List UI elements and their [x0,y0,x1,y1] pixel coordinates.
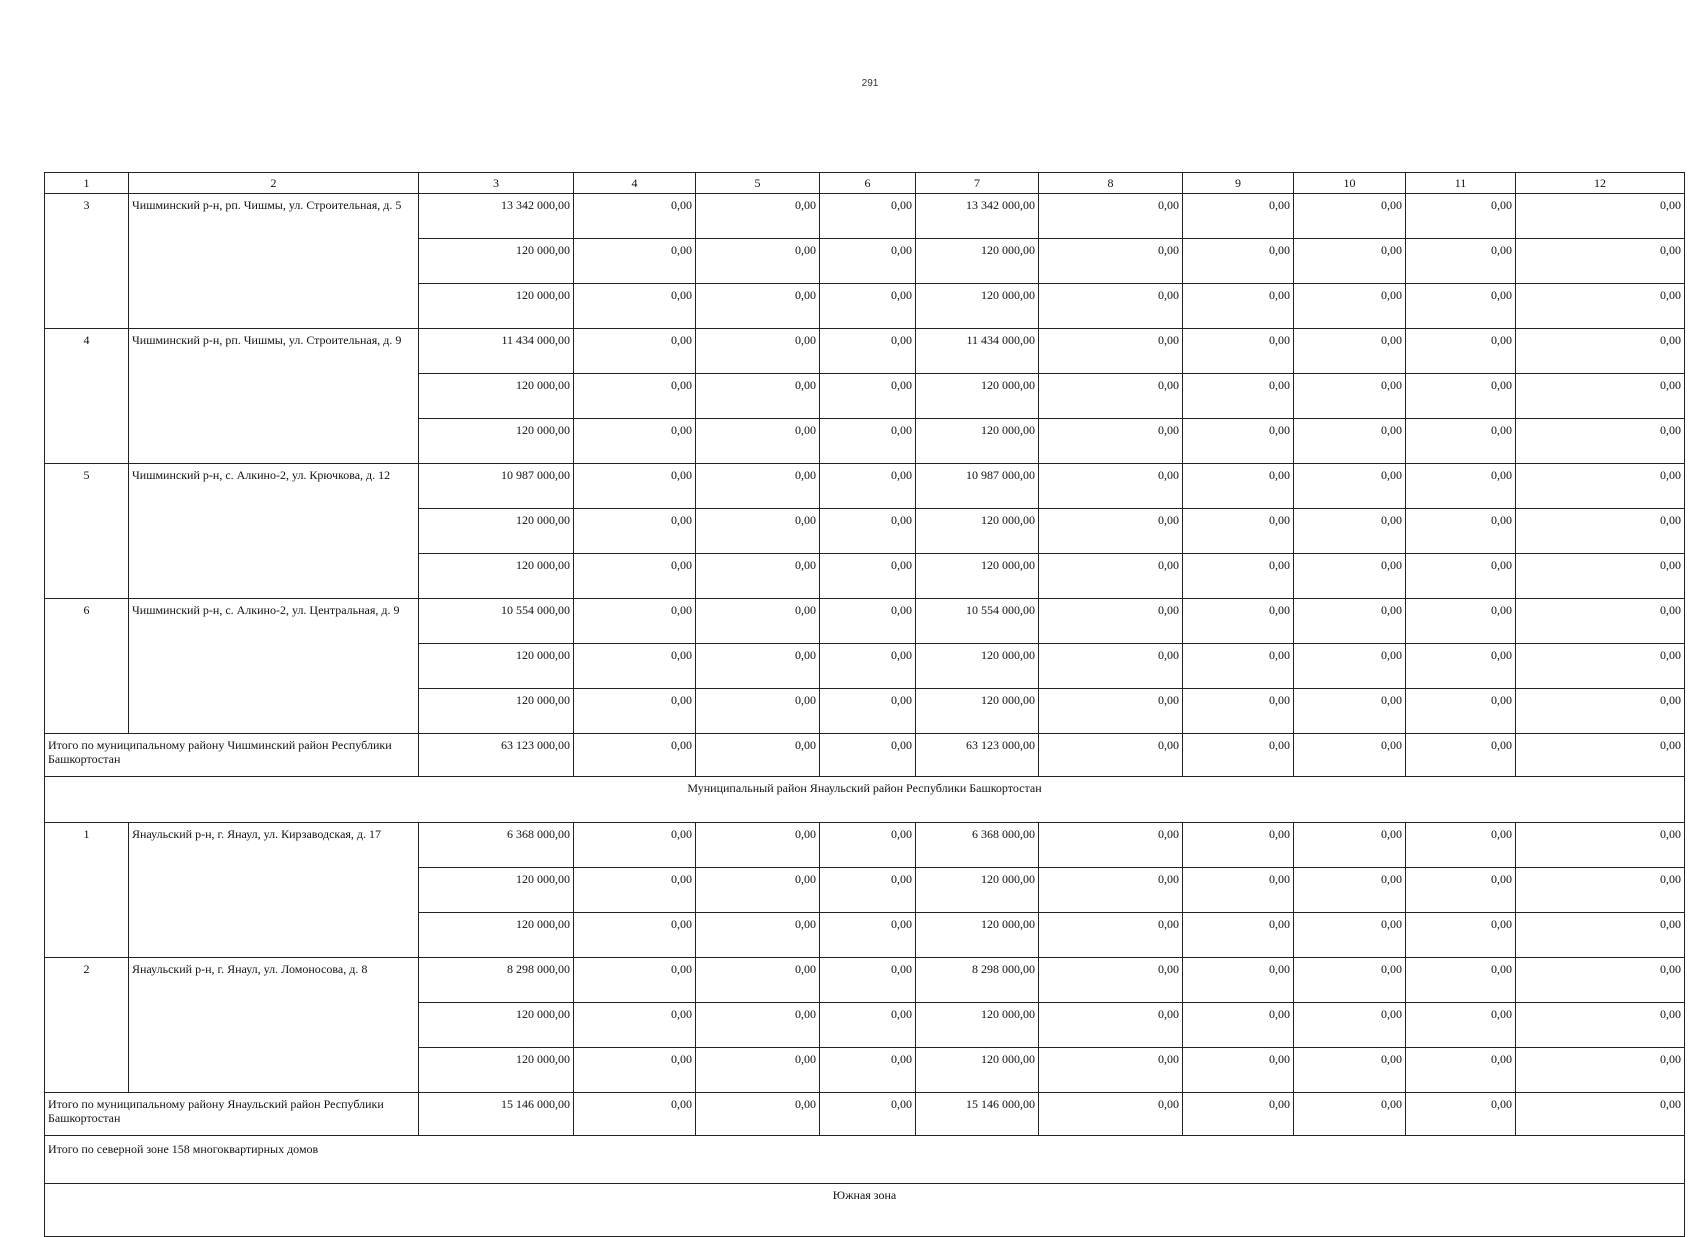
amount-cell: 0,00 [574,509,696,554]
amount-cell: 0,00 [1516,1048,1685,1093]
amount-cell: 120 000,00 [419,868,574,913]
amount-cell: 0,00 [1294,1003,1406,1048]
item-address: Янаульский р-н, г. Янаул, ул. Кирзаводская, д. 17 [129,823,419,958]
total-amount-cell: 0,00 [1183,734,1294,777]
amount-cell: 0,00 [1183,689,1294,734]
amount-cell: 11 434 000,00 [419,329,574,374]
table-row [45,194,1685,239]
amount-cell: 0,00 [1406,374,1516,419]
amount-cell: 0,00 [1294,913,1406,958]
amount-cell: 0,00 [696,1048,820,1093]
amount-cell: 0,00 [1039,1048,1183,1093]
amount-cell: 0,00 [1039,509,1183,554]
amount-cell: 120 000,00 [419,374,574,419]
total-amount-cell: 0,00 [574,1093,696,1136]
amount-cell: 0,00 [820,689,916,734]
amount-cell: 0,00 [574,599,696,644]
amount-cell: 0,00 [1406,419,1516,464]
column-header: 10 [1294,173,1406,194]
amount-cell: 0,00 [1039,868,1183,913]
amount-cell: 0,00 [1516,239,1685,284]
amount-cell: 120 000,00 [916,509,1039,554]
amount-cell: 0,00 [1516,194,1685,239]
amount-cell: 0,00 [1294,419,1406,464]
page-number: 291 [861,78,879,89]
amount-cell: 0,00 [1183,374,1294,419]
amount-cell: 0,00 [820,194,916,239]
amount-cell: 0,00 [1406,913,1516,958]
amount-cell: 0,00 [1406,644,1516,689]
column-header: 2 [129,173,419,194]
amount-cell: 0,00 [1516,329,1685,374]
amount-cell: 120 000,00 [916,1003,1039,1048]
amount-cell: 0,00 [1516,868,1685,913]
district-total-row [45,734,1685,777]
amount-cell: 0,00 [1183,958,1294,1003]
amount-cell: 0,00 [1039,464,1183,509]
amount-cell: 0,00 [820,419,916,464]
amount-cell: 0,00 [574,689,696,734]
amount-cell: 13 342 000,00 [419,194,574,239]
amount-cell: 0,00 [1406,1003,1516,1048]
amount-cell: 120 000,00 [419,1003,574,1048]
amount-cell: 0,00 [1039,599,1183,644]
amount-cell: 0,00 [1516,419,1685,464]
total-amount-cell: 15 146 000,00 [419,1093,574,1136]
amount-cell: 0,00 [820,823,916,868]
item-address: Чишминский р-н, с. Алкино-2, ул. Центральная, д. 9 [129,599,419,734]
amount-cell: 0,00 [1406,554,1516,599]
amount-cell: 0,00 [1294,599,1406,644]
amount-cell: 8 298 000,00 [916,958,1039,1003]
amount-cell: 0,00 [1183,1003,1294,1048]
total-amount-cell: 0,00 [820,734,916,777]
amount-cell: 0,00 [1183,554,1294,599]
amount-cell: 0,00 [1406,599,1516,644]
amount-cell: 0,00 [1183,823,1294,868]
amount-cell: 0,00 [1183,599,1294,644]
column-header: 8 [1039,173,1183,194]
amount-cell: 0,00 [696,329,820,374]
total-amount-cell: 0,00 [1516,1093,1685,1136]
amount-cell: 0,00 [1183,194,1294,239]
amount-cell: 0,00 [574,644,696,689]
total-amount-cell: 0,00 [574,734,696,777]
item-number: 6 [45,599,129,734]
amount-cell: 120 000,00 [419,554,574,599]
district-total-label: Итого по муниципальному району Янаульский район Республики Башкортостан [45,1093,419,1136]
amount-cell: 0,00 [1294,689,1406,734]
column-header: 9 [1183,173,1294,194]
amount-cell: 0,00 [574,554,696,599]
amount-cell: 0,00 [820,374,916,419]
amount-cell: 0,00 [1039,284,1183,329]
amount-cell: 0,00 [1039,644,1183,689]
amount-cell: 0,00 [1516,689,1685,734]
amount-cell: 0,00 [1039,374,1183,419]
total-amount-cell: 15 146 000,00 [916,1093,1039,1136]
amount-cell: 0,00 [1183,239,1294,284]
amount-cell: 13 342 000,00 [916,194,1039,239]
table-row [45,958,1685,1003]
amount-cell: 0,00 [1516,599,1685,644]
total-amount-cell: 0,00 [1183,1093,1294,1136]
amount-cell: 0,00 [696,689,820,734]
total-amount-cell: 63 123 000,00 [419,734,574,777]
zone-total-label: Итого по северной зоне 158 многоквартирных домов [45,1136,1685,1184]
amount-cell: 0,00 [1039,823,1183,868]
amount-cell: 0,00 [1406,464,1516,509]
column-header: 4 [574,173,696,194]
amount-cell: 0,00 [574,823,696,868]
amount-cell: 0,00 [1039,239,1183,284]
amount-cell: 0,00 [1294,644,1406,689]
table-row [45,329,1685,374]
amount-cell: 0,00 [696,958,820,1003]
amount-cell: 0,00 [820,464,916,509]
amount-cell: 120 000,00 [916,374,1039,419]
amount-cell: 0,00 [1516,913,1685,958]
amount-cell: 0,00 [696,823,820,868]
amount-cell: 0,00 [696,554,820,599]
amount-cell: 0,00 [1183,329,1294,374]
amount-cell: 0,00 [696,1003,820,1048]
amount-cell: 0,00 [1406,1048,1516,1093]
amount-cell: 120 000,00 [419,509,574,554]
amount-cell: 0,00 [1294,868,1406,913]
amount-cell: 0,00 [574,868,696,913]
column-header: 5 [696,173,820,194]
item-number: 3 [45,194,129,329]
item-number: 1 [45,823,129,958]
amount-cell: 0,00 [820,329,916,374]
amount-cell: 0,00 [1039,554,1183,599]
amount-cell: 0,00 [1183,644,1294,689]
amount-cell: 0,00 [820,554,916,599]
total-amount-cell: 0,00 [820,1093,916,1136]
amount-cell: 120 000,00 [916,554,1039,599]
total-amount-cell: 0,00 [696,1093,820,1136]
zone-total-row [45,1136,1685,1184]
column-header: 3 [419,173,574,194]
amount-cell: 0,00 [1039,194,1183,239]
amount-cell: 0,00 [1039,689,1183,734]
item-number: 5 [45,464,129,599]
amount-cell: 0,00 [696,239,820,284]
amount-cell: 0,00 [1406,958,1516,1003]
amount-cell: 0,00 [1406,239,1516,284]
amount-cell: 0,00 [1516,823,1685,868]
amount-cell: 0,00 [1294,823,1406,868]
total-amount-cell: 0,00 [696,734,820,777]
amount-cell: 120 000,00 [916,284,1039,329]
amount-cell: 0,00 [820,599,916,644]
amount-cell: 0,00 [696,913,820,958]
total-amount-cell: 0,00 [1406,734,1516,777]
item-number: 4 [45,329,129,464]
amount-cell: 120 000,00 [916,644,1039,689]
amount-cell: 0,00 [1294,284,1406,329]
amount-cell: 120 000,00 [916,913,1039,958]
amount-cell: 120 000,00 [419,419,574,464]
district-total-row [45,1093,1685,1136]
amount-cell: 0,00 [820,509,916,554]
amount-cell: 0,00 [1294,464,1406,509]
amount-cell: 0,00 [696,509,820,554]
amount-cell: 11 434 000,00 [916,329,1039,374]
amount-cell: 0,00 [696,599,820,644]
amount-cell: 120 000,00 [419,1048,574,1093]
amount-cell: 0,00 [1406,689,1516,734]
column-header: 6 [820,173,916,194]
amount-cell: 0,00 [820,239,916,284]
amount-cell: 0,00 [696,194,820,239]
amount-cell: 0,00 [1039,958,1183,1003]
column-header: 1 [45,173,129,194]
amount-cell: 120 000,00 [916,239,1039,284]
item-address: Чишминский р-н, с. Алкино-2, ул. Крючкова, д. 12 [129,464,419,599]
amount-cell: 10 987 000,00 [916,464,1039,509]
district-total-label: Итого по муниципальному району Чишминский район Республики Башкортостан [45,734,419,777]
column-header: 11 [1406,173,1516,194]
amount-cell: 0,00 [1406,194,1516,239]
amount-cell: 120 000,00 [419,239,574,284]
amount-cell: 120 000,00 [419,644,574,689]
amount-cell: 0,00 [574,913,696,958]
item-address: Чишминский р-н, рп. Чишмы, ул. Строительная, д. 9 [129,329,419,464]
item-address: Янаульский р-н, г. Янаул, ул. Ломоносова, д. 8 [129,958,419,1093]
amount-cell: 0,00 [1294,374,1406,419]
amount-cell: 120 000,00 [916,1048,1039,1093]
amount-cell: 0,00 [574,329,696,374]
amount-cell: 120 000,00 [419,913,574,958]
amount-cell: 0,00 [1039,1003,1183,1048]
amount-cell: 6 368 000,00 [916,823,1039,868]
amount-cell: 0,00 [820,1003,916,1048]
total-amount-cell: 0,00 [1039,1093,1183,1136]
amount-cell: 120 000,00 [916,689,1039,734]
amount-cell: 0,00 [574,1003,696,1048]
item-number: 2 [45,958,129,1093]
column-header: 7 [916,173,1039,194]
amount-cell: 0,00 [574,419,696,464]
amount-cell: 0,00 [696,374,820,419]
amount-cell: 0,00 [820,868,916,913]
amount-cell: 0,00 [1183,868,1294,913]
amount-cell: 0,00 [574,284,696,329]
amount-cell: 0,00 [1516,554,1685,599]
amount-cell: 10 554 000,00 [916,599,1039,644]
total-amount-cell: 0,00 [1039,734,1183,777]
column-header-row [45,173,1685,194]
zone-header-row [45,1184,1685,1237]
total-amount-cell: 0,00 [1294,734,1406,777]
total-amount-cell: 0,00 [1294,1093,1406,1136]
amount-cell: 0,00 [820,644,916,689]
amount-cell: 0,00 [1516,374,1685,419]
amount-cell: 0,00 [574,1048,696,1093]
amount-cell: 0,00 [696,868,820,913]
amount-cell: 0,00 [820,284,916,329]
amount-cell: 0,00 [1516,644,1685,689]
amount-cell: 120 000,00 [916,419,1039,464]
amount-cell: 0,00 [696,284,820,329]
zone-title: Южная зона [45,1184,1685,1237]
total-amount-cell: 0,00 [1406,1093,1516,1136]
amount-cell: 10 987 000,00 [419,464,574,509]
amount-cell: 0,00 [1039,419,1183,464]
amount-cell: 0,00 [1294,329,1406,374]
amount-cell: 0,00 [1406,823,1516,868]
amount-cell: 6 368 000,00 [419,823,574,868]
amount-cell: 0,00 [696,644,820,689]
amount-cell: 0,00 [1183,419,1294,464]
amount-cell: 0,00 [1294,1048,1406,1093]
amount-cell: 0,00 [1516,509,1685,554]
amount-cell: 0,00 [1183,509,1294,554]
amount-cell: 0,00 [1406,868,1516,913]
amount-cell: 0,00 [820,958,916,1003]
amount-cell: 0,00 [1039,913,1183,958]
amount-cell: 120 000,00 [419,689,574,734]
amount-cell: 0,00 [1294,194,1406,239]
amount-cell: 0,00 [574,374,696,419]
amount-cell: 0,00 [1516,1003,1685,1048]
amount-cell: 0,00 [1294,958,1406,1003]
amount-cell: 0,00 [1406,329,1516,374]
amount-cell: 0,00 [1516,284,1685,329]
amount-cell: 0,00 [1516,958,1685,1003]
amount-cell: 10 554 000,00 [419,599,574,644]
amount-cell: 0,00 [574,194,696,239]
section-header-row [45,777,1685,823]
amount-cell: 0,00 [820,913,916,958]
amount-cell: 0,00 [1406,509,1516,554]
table-body [45,173,1685,1237]
item-address: Чишминский р-н, рп. Чишмы, ул. Строительная, д. 5 [129,194,419,329]
amount-cell: 0,00 [1183,913,1294,958]
amount-cell: 120 000,00 [916,868,1039,913]
budget-table [44,172,1685,1237]
amount-cell: 0,00 [1183,1048,1294,1093]
amount-cell: 0,00 [574,958,696,1003]
total-amount-cell: 0,00 [1516,734,1685,777]
amount-cell: 0,00 [696,419,820,464]
amount-cell: 0,00 [1294,509,1406,554]
amount-cell: 0,00 [1406,284,1516,329]
amount-cell: 0,00 [1294,554,1406,599]
amount-cell: 0,00 [1039,329,1183,374]
amount-cell: 0,00 [1183,464,1294,509]
amount-cell: 0,00 [1294,239,1406,284]
amount-cell: 120 000,00 [419,284,574,329]
table-row [45,464,1685,509]
amount-cell: 0,00 [1183,284,1294,329]
total-amount-cell: 63 123 000,00 [916,734,1039,777]
table-row [45,599,1685,644]
amount-cell: 0,00 [820,1048,916,1093]
table-row [45,823,1685,868]
column-header: 12 [1516,173,1685,194]
amount-cell: 0,00 [696,464,820,509]
section-title: Муниципальный район Янаульский район Республики Башкортостан [45,777,1685,823]
amount-cell: 0,00 [1516,464,1685,509]
amount-cell: 8 298 000,00 [419,958,574,1003]
amount-cell: 0,00 [574,239,696,284]
amount-cell: 0,00 [574,464,696,509]
